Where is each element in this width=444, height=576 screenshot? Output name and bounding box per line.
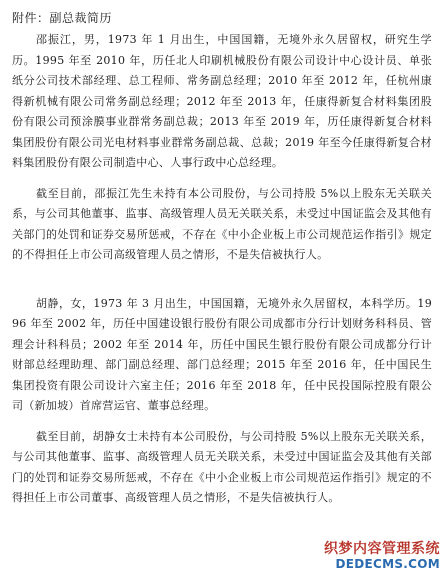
- watermark-logo: [324, 542, 440, 570]
- page-heading: 附件：副总裁简历: [12, 11, 113, 25]
- section-gap: [12, 266, 432, 294]
- watermark-en: DEDECMS.COM: [335, 557, 440, 571]
- profile2-statement: 截至目前，胡静女士未持有本公司股份，与公司持股 5%以上股东无关联关系，与公司其他董事、监事、高级管理人员无关联关系，未受过中国证监会及其他有关部门的处罚和证券交易所惩戒，不存在《中小企业板上市公司规范运作指引》规定的不得担任上市公司董事、高级管理人员之情形，不是失信被执行人。: [12, 429, 432, 504]
- profile2-bio: 胡静，女，1973 年 3 月出生，中国国籍，无境外永久居留权，本科学历。1996 年至 2002 年，历任中国建设银行股份有限公司成都市分行计划财务科科员、管理会计科科员；2002 年至 2014 年，历任中国民生银行股份有限公司成都分行计财部总经理助理、部门副总经理、部门总经理；2015 年至 2016 年，任中国民生集团投资有限公司设计六室主任；2016 年至 2018 年，任中民投国际控股有限公司（新加坡）首席营运官、董事总经理。: [12, 296, 432, 412]
- watermark-cn: 织梦内容管理系统: [324, 541, 440, 557]
- profile1-bio: 邵振江，男，1973 年 1 月出生，中国国籍，无境外永久居留权，研究生学历。1995 年至 2010 年，历任北人印刷机械股份有限公司设计中心设计员、单张纸分公司技术部经理、总工程师、常务副总经理；2010 年至 2012 年，任杭州康得新机械有限公司常务副总经理；2012 年至 2013 年，任康得新复合材料集团股份有限公司预涂膜事业群常务副总裁；2013 年至 2019 年，历任康得新复合材料集团股份有限公司光电材料事业群常务副总裁、总裁；2019 年至今任康得新复合材料集团股份有限公司制造中心、人事行政中心总经理。: [12, 33, 432, 169]
- profile1-statement: 截至目前，邵振江先生未持有本公司股份，与公司持股 5%以上股东无关联关系，与公司其他董事、监事、高级管理人员无关联关系，未受过中国证监会及其他有关部门的处罚和证券交易所惩戒，不存在《中小企业板上市公司规范运作指引》规定的不得担任上市公司高级管理人员之情形，不是失信被执行人。: [12, 186, 432, 261]
